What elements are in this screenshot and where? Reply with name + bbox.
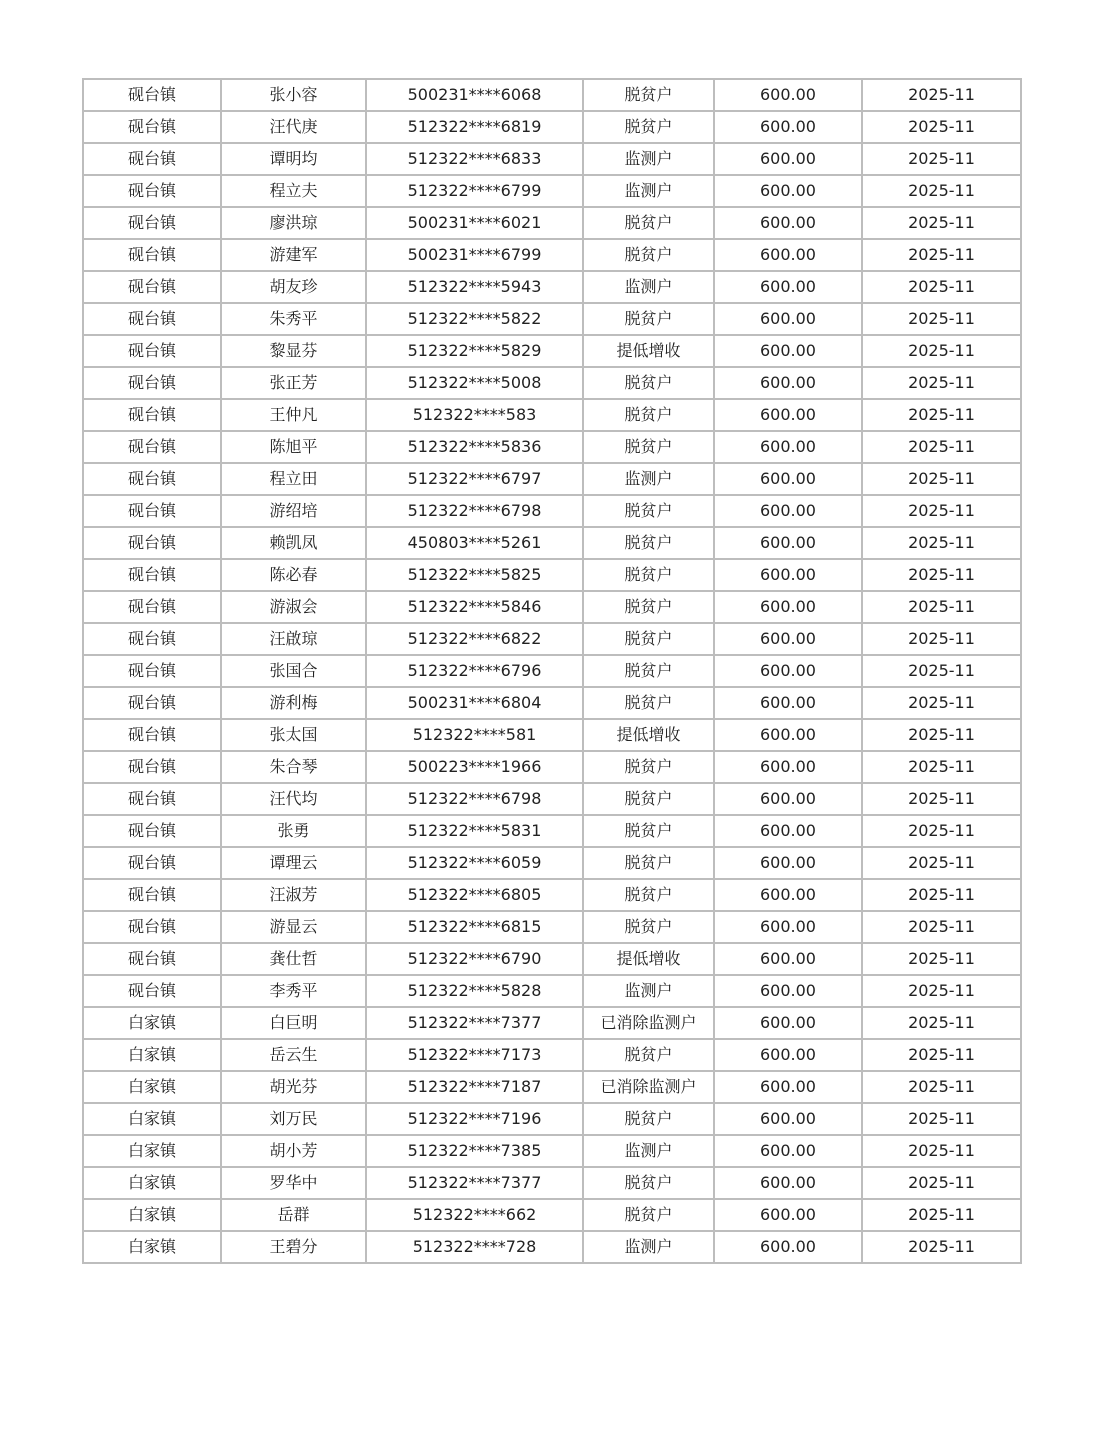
period-cell: 2025-11 [862,975,1021,1007]
table-row [83,719,1021,751]
id-number-cell: 500223****1966 [366,751,583,783]
table-row [83,623,1021,655]
household-type-cell: 脱贫户 [583,591,714,623]
household-type-cell: 脱贫户 [583,111,714,143]
name-cell: 程立夫 [221,175,366,207]
id-number-cell: 512322****5943 [366,271,583,303]
town-cell: 砚台镇 [83,271,221,303]
id-number-cell: 512322****5846 [366,591,583,623]
id-number-cell: 512322****5822 [366,303,583,335]
town-cell: 砚台镇 [83,367,221,399]
amount-cell: 600.00 [714,1071,862,1103]
town-cell: 砚台镇 [83,943,221,975]
household-type-cell: 监测户 [583,1231,714,1263]
period-cell: 2025-11 [862,527,1021,559]
name-cell: 胡光芬 [221,1071,366,1103]
town-cell: 砚台镇 [83,207,221,239]
amount-cell: 600.00 [714,751,862,783]
table-row [83,1039,1021,1071]
period-cell: 2025-11 [862,1071,1021,1103]
town-cell: 砚台镇 [83,623,221,655]
amount-cell: 600.00 [714,1007,862,1039]
period-cell: 2025-11 [862,495,1021,527]
period-cell: 2025-11 [862,463,1021,495]
amount-cell: 600.00 [714,687,862,719]
town-cell: 砚台镇 [83,111,221,143]
table-row [83,943,1021,975]
town-cell: 砚台镇 [83,687,221,719]
amount-cell: 600.00 [714,303,862,335]
id-number-cell: 512322****6790 [366,943,583,975]
household-type-cell: 提低增收 [583,943,714,975]
amount-cell: 600.00 [714,1199,862,1231]
town-cell: 砚台镇 [83,175,221,207]
amount-cell: 600.00 [714,1103,862,1135]
town-cell: 砚台镇 [83,463,221,495]
household-type-cell: 监测户 [583,143,714,175]
name-cell: 胡小芳 [221,1135,366,1167]
name-cell: 陈旭平 [221,431,366,463]
amount-cell: 600.00 [714,335,862,367]
household-type-cell: 提低增收 [583,719,714,751]
household-type-cell: 脱贫户 [583,1199,714,1231]
name-cell: 赖凯凤 [221,527,366,559]
id-number-cell: 500231****6068 [366,79,583,111]
period-cell: 2025-11 [862,655,1021,687]
town-cell: 砚台镇 [83,975,221,1007]
id-number-cell: 512322****7377 [366,1167,583,1199]
period-cell: 2025-11 [862,1103,1021,1135]
table-row [83,1135,1021,1167]
household-type-cell: 脱贫户 [583,623,714,655]
household-type-cell: 脱贫户 [583,367,714,399]
id-number-cell: 512322****6798 [366,783,583,815]
table-row [83,463,1021,495]
household-type-cell: 脱贫户 [583,207,714,239]
household-type-cell: 脱贫户 [583,879,714,911]
amount-cell: 600.00 [714,1231,862,1263]
name-cell: 黎显芬 [221,335,366,367]
household-type-cell: 脱贫户 [583,1103,714,1135]
name-cell: 汪淑芳 [221,879,366,911]
name-cell: 汪代均 [221,783,366,815]
table-row [83,879,1021,911]
table-row [83,367,1021,399]
table-row [83,975,1021,1007]
amount-cell: 600.00 [714,879,862,911]
amount-cell: 600.00 [714,175,862,207]
household-type-cell: 监测户 [583,463,714,495]
town-cell: 砚台镇 [83,719,221,751]
amount-cell: 600.00 [714,975,862,1007]
name-cell: 李秀平 [221,975,366,1007]
town-cell: 砚台镇 [83,239,221,271]
town-cell: 砚台镇 [83,79,221,111]
id-number-cell: 512322****6799 [366,175,583,207]
amount-cell: 600.00 [714,1039,862,1071]
table-row [83,271,1021,303]
period-cell: 2025-11 [862,303,1021,335]
id-number-cell: 512322****5825 [366,559,583,591]
amount-cell: 600.00 [714,143,862,175]
amount-cell: 600.00 [714,815,862,847]
table-row [83,1199,1021,1231]
household-type-cell: 脱贫户 [583,559,714,591]
town-cell: 白家镇 [83,1039,221,1071]
town-cell: 白家镇 [83,1071,221,1103]
name-cell: 游绍培 [221,495,366,527]
table-row [83,335,1021,367]
id-number-cell: 512322****6059 [366,847,583,879]
id-number-cell: 512322****6796 [366,655,583,687]
period-cell: 2025-11 [862,207,1021,239]
town-cell: 砚台镇 [83,591,221,623]
period-cell: 2025-11 [862,559,1021,591]
household-type-cell: 脱贫户 [583,399,714,431]
table-row [83,1231,1021,1263]
table-row [83,847,1021,879]
period-cell: 2025-11 [862,367,1021,399]
town-cell: 砚台镇 [83,559,221,591]
town-cell: 砚台镇 [83,303,221,335]
town-cell: 砚台镇 [83,495,221,527]
period-cell: 2025-11 [862,271,1021,303]
id-number-cell: 512322****6833 [366,143,583,175]
table-row [83,399,1021,431]
name-cell: 张太国 [221,719,366,751]
household-type-cell: 提低增收 [583,335,714,367]
household-type-cell: 脱贫户 [583,527,714,559]
amount-cell: 600.00 [714,623,862,655]
table-row [83,783,1021,815]
table-row [83,559,1021,591]
amount-cell: 600.00 [714,495,862,527]
amount-cell: 600.00 [714,207,862,239]
household-type-cell: 已消除监测户 [583,1071,714,1103]
name-cell: 朱秀平 [221,303,366,335]
id-number-cell: 512322****7187 [366,1071,583,1103]
id-number-cell: 512322****7385 [366,1135,583,1167]
household-type-cell: 脱贫户 [583,751,714,783]
period-cell: 2025-11 [862,143,1021,175]
name-cell: 程立田 [221,463,366,495]
period-cell: 2025-11 [862,1231,1021,1263]
id-number-cell: 512322****7196 [366,1103,583,1135]
name-cell: 岳群 [221,1199,366,1231]
name-cell: 王碧分 [221,1231,366,1263]
name-cell: 张正芳 [221,367,366,399]
table-row [83,303,1021,335]
id-number-cell: 512322****6815 [366,911,583,943]
name-cell: 游建军 [221,239,366,271]
household-type-cell: 脱贫户 [583,687,714,719]
table-row [83,79,1021,111]
town-cell: 白家镇 [83,1135,221,1167]
id-number-cell: 500231****6799 [366,239,583,271]
period-cell: 2025-11 [862,911,1021,943]
table-row [83,751,1021,783]
id-number-cell: 500231****6804 [366,687,583,719]
name-cell: 汪代庚 [221,111,366,143]
table-row [83,591,1021,623]
period-cell: 2025-11 [862,783,1021,815]
household-type-cell: 脱贫户 [583,431,714,463]
id-number-cell: 512322****5836 [366,431,583,463]
records-table-body [83,79,1021,1263]
period-cell: 2025-11 [862,1199,1021,1231]
id-number-cell: 512322****6798 [366,495,583,527]
name-cell: 张小容 [221,79,366,111]
town-cell: 白家镇 [83,1167,221,1199]
town-cell: 砚台镇 [83,143,221,175]
amount-cell: 600.00 [714,591,862,623]
id-number-cell: 512322****5831 [366,815,583,847]
id-number-cell: 512322****5008 [366,367,583,399]
amount-cell: 600.00 [714,1135,862,1167]
period-cell: 2025-11 [862,847,1021,879]
household-type-cell: 脱贫户 [583,495,714,527]
table-row [83,1007,1021,1039]
period-cell: 2025-11 [862,335,1021,367]
household-type-cell: 监测户 [583,271,714,303]
name-cell: 王仲凡 [221,399,366,431]
period-cell: 2025-11 [862,943,1021,975]
id-number-cell: 512322****5829 [366,335,583,367]
name-cell: 谭明均 [221,143,366,175]
amount-cell: 600.00 [714,271,862,303]
town-cell: 白家镇 [83,1007,221,1039]
table-row [83,815,1021,847]
town-cell: 砚台镇 [83,847,221,879]
name-cell: 张国合 [221,655,366,687]
id-number-cell: 512322****6797 [366,463,583,495]
household-type-cell: 脱贫户 [583,783,714,815]
period-cell: 2025-11 [862,1135,1021,1167]
amount-cell: 600.00 [714,783,862,815]
name-cell: 白巨明 [221,1007,366,1039]
name-cell: 张勇 [221,815,366,847]
amount-cell: 600.00 [714,463,862,495]
name-cell: 岳云生 [221,1039,366,1071]
amount-cell: 600.00 [714,399,862,431]
id-number-cell: 512322****581 [366,719,583,751]
name-cell: 汪啟琼 [221,623,366,655]
amount-cell: 600.00 [714,79,862,111]
table-row [83,239,1021,271]
amount-cell: 600.00 [714,1167,862,1199]
name-cell: 朱合琴 [221,751,366,783]
table-row [83,687,1021,719]
id-number-cell: 450803****5261 [366,527,583,559]
name-cell: 罗华中 [221,1167,366,1199]
table-row [83,431,1021,463]
period-cell: 2025-11 [862,1007,1021,1039]
amount-cell: 600.00 [714,111,862,143]
town-cell: 砚台镇 [83,879,221,911]
table-row [83,527,1021,559]
name-cell: 游显云 [221,911,366,943]
id-number-cell: 500231****6021 [366,207,583,239]
amount-cell: 600.00 [714,847,862,879]
name-cell: 廖洪琼 [221,207,366,239]
name-cell: 龚仕哲 [221,943,366,975]
town-cell: 砚台镇 [83,431,221,463]
table-row [83,655,1021,687]
id-number-cell: 512322****728 [366,1231,583,1263]
town-cell: 砚台镇 [83,911,221,943]
period-cell: 2025-11 [862,79,1021,111]
town-cell: 白家镇 [83,1199,221,1231]
id-number-cell: 512322****6822 [366,623,583,655]
period-cell: 2025-11 [862,239,1021,271]
table-row [83,1071,1021,1103]
town-cell: 白家镇 [83,1231,221,1263]
period-cell: 2025-11 [862,1167,1021,1199]
amount-cell: 600.00 [714,719,862,751]
town-cell: 砚台镇 [83,783,221,815]
amount-cell: 600.00 [714,559,862,591]
household-type-cell: 监测户 [583,1135,714,1167]
town-cell: 砚台镇 [83,655,221,687]
table-row [83,495,1021,527]
table-row [83,143,1021,175]
table-row [83,1103,1021,1135]
household-type-cell: 脱贫户 [583,655,714,687]
id-number-cell: 512322****6819 [366,111,583,143]
town-cell: 砚台镇 [83,335,221,367]
name-cell: 陈必春 [221,559,366,591]
period-cell: 2025-11 [862,879,1021,911]
period-cell: 2025-11 [862,1039,1021,1071]
household-type-cell: 已消除监测户 [583,1007,714,1039]
household-type-cell: 脱贫户 [583,911,714,943]
id-number-cell: 512322****5828 [366,975,583,1007]
amount-cell: 600.00 [714,431,862,463]
town-cell: 砚台镇 [83,399,221,431]
table-row [83,911,1021,943]
amount-cell: 600.00 [714,239,862,271]
table-row [83,111,1021,143]
household-type-cell: 脱贫户 [583,303,714,335]
id-number-cell: 512322****6805 [366,879,583,911]
household-type-cell: 监测户 [583,975,714,1007]
town-cell: 白家镇 [83,1103,221,1135]
household-type-cell: 脱贫户 [583,1039,714,1071]
name-cell: 谭理云 [221,847,366,879]
period-cell: 2025-11 [862,751,1021,783]
id-number-cell: 512322****662 [366,1199,583,1231]
amount-cell: 600.00 [714,911,862,943]
amount-cell: 600.00 [714,655,862,687]
amount-cell: 600.00 [714,527,862,559]
id-number-cell: 512322****7377 [366,1007,583,1039]
town-cell: 砚台镇 [83,751,221,783]
table-row [83,207,1021,239]
period-cell: 2025-11 [862,623,1021,655]
period-cell: 2025-11 [862,719,1021,751]
id-number-cell: 512322****583 [366,399,583,431]
table-row [83,175,1021,207]
household-type-cell: 脱贫户 [583,847,714,879]
period-cell: 2025-11 [862,111,1021,143]
period-cell: 2025-11 [862,175,1021,207]
household-type-cell: 脱贫户 [583,79,714,111]
household-type-cell: 脱贫户 [583,1167,714,1199]
town-cell: 砚台镇 [83,527,221,559]
records-table [82,78,1022,1264]
household-type-cell: 监测户 [583,175,714,207]
period-cell: 2025-11 [862,399,1021,431]
household-type-cell: 脱贫户 [583,239,714,271]
period-cell: 2025-11 [862,687,1021,719]
table-row [83,1167,1021,1199]
id-number-cell: 512322****7173 [366,1039,583,1071]
name-cell: 游淑会 [221,591,366,623]
name-cell: 胡友珍 [221,271,366,303]
town-cell: 砚台镇 [83,815,221,847]
period-cell: 2025-11 [862,815,1021,847]
period-cell: 2025-11 [862,591,1021,623]
household-type-cell: 脱贫户 [583,815,714,847]
name-cell: 游利梅 [221,687,366,719]
name-cell: 刘万民 [221,1103,366,1135]
amount-cell: 600.00 [714,943,862,975]
period-cell: 2025-11 [862,431,1021,463]
amount-cell: 600.00 [714,367,862,399]
